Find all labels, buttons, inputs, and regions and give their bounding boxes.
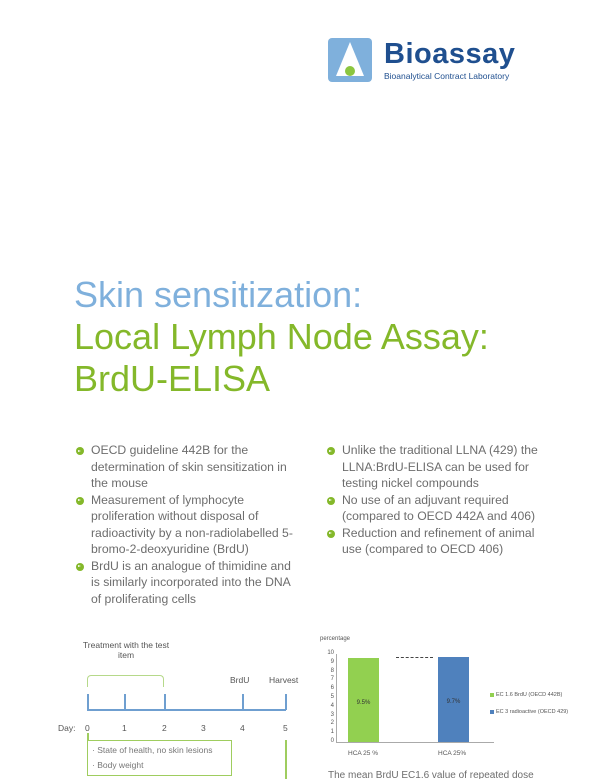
list-item: Reduction and refinement of animal use (compared to OECD 406) (327, 525, 557, 558)
legend-swatch (490, 710, 494, 714)
timeline-axis (87, 709, 286, 711)
bullet-arrow-icon (327, 447, 335, 455)
bullet-list-right (327, 442, 557, 558)
health-check-box (87, 740, 232, 776)
day-3: 3 (201, 723, 206, 733)
day-label: Day: (58, 723, 76, 733)
chart-caption: The mean BrdU EC1.6 value of repeated dose (328, 770, 534, 779)
day-1: 1 (122, 723, 127, 733)
list-item: Measurement of lymphocyte proliferation without disposal of radioactivity by a non-radiolabelled 5-bromo-2-deoxyuridine (BrdU) (76, 492, 296, 558)
list-item: BrdU is an analogue of thimidine and is similarly incorporated into the DNA of proliferating cells (76, 558, 296, 608)
y-tick: 5 (330, 694, 334, 700)
chart-ylabel: percentage (320, 636, 351, 642)
tick-day-2 (164, 694, 166, 710)
bullet-arrow-icon (327, 497, 335, 505)
bioassay-logo (328, 38, 515, 82)
title-line-3: BrdU-ELISA (74, 358, 271, 399)
check-item: · State of health, no skin lesions (92, 745, 213, 755)
comparison-dashes (396, 657, 433, 658)
legend-item: EC 1.6 BrdU (OECD 442B) (490, 687, 568, 704)
y-tick: 10 (327, 650, 334, 656)
bar-radioactive: 9.7% (438, 657, 469, 742)
bar-brdu: 9.5% (348, 658, 379, 742)
y-tick: 1 (330, 729, 334, 736)
x-category: HCA 25% (438, 750, 467, 757)
legend-swatch (490, 693, 494, 697)
connector-day-5 (285, 740, 287, 779)
list-item: No use of an adjuvant required (compared to OECD 442A and 406) (327, 492, 557, 525)
check-item: · Body weight (92, 760, 144, 770)
chart-legend (490, 687, 568, 721)
x-axis (336, 742, 494, 743)
y-tick: 2 (330, 720, 334, 727)
tick-day-5 (285, 694, 287, 710)
day-5: 5 (283, 723, 288, 733)
list-item: Unlike the traditional LLNA (429) the LLNA:BrdU-ELISA can be used for testing nickel compounds (327, 442, 557, 492)
logo-tagline: Bioanalytical Contract Laboratory (384, 71, 510, 81)
logo-name: Bioassay (384, 38, 516, 70)
tick-day-4 (242, 694, 244, 710)
treatment-label: Treatment with the test item (82, 640, 170, 660)
title-line-1: Skin sensitization: (74, 274, 363, 315)
bullet-arrow-icon (76, 497, 84, 505)
title-line-2: Local Lymph Node Assay: (74, 316, 489, 357)
tick-day-0 (87, 694, 89, 710)
y-tick: 4 (330, 702, 334, 709)
y-tick: 0 (330, 738, 334, 744)
y-tick: 3 (330, 711, 334, 718)
brdu-label: BrdU (230, 675, 250, 685)
legend-item: EC 3 radioactive (OECD 429) (490, 704, 568, 721)
day-0: 0 (85, 723, 90, 733)
y-tick: 8 (330, 667, 334, 674)
day-2: 2 (162, 723, 167, 733)
y-tick: 6 (330, 685, 334, 692)
bullet-arrow-icon (327, 530, 335, 538)
page-title (74, 274, 489, 400)
study-timeline (50, 630, 310, 779)
list-item: OECD guideline 442B for the determination of skin sensitization in the mouse (76, 442, 296, 492)
treatment-brace (87, 675, 164, 687)
bullet-arrow-icon (76, 563, 84, 571)
x-category: HCA 25 % (348, 750, 378, 757)
harvest-label: Harvest (269, 675, 299, 685)
y-tick: 7 (330, 676, 334, 683)
tick-day-1 (124, 694, 126, 710)
y-tick: 9 (330, 658, 334, 665)
ec-comparison-chart (318, 632, 598, 760)
day-4: 4 (240, 723, 245, 733)
bullet-list-left (76, 442, 296, 607)
flask-icon (328, 38, 372, 82)
y-axis (336, 654, 337, 742)
bullet-arrow-icon (76, 447, 84, 455)
